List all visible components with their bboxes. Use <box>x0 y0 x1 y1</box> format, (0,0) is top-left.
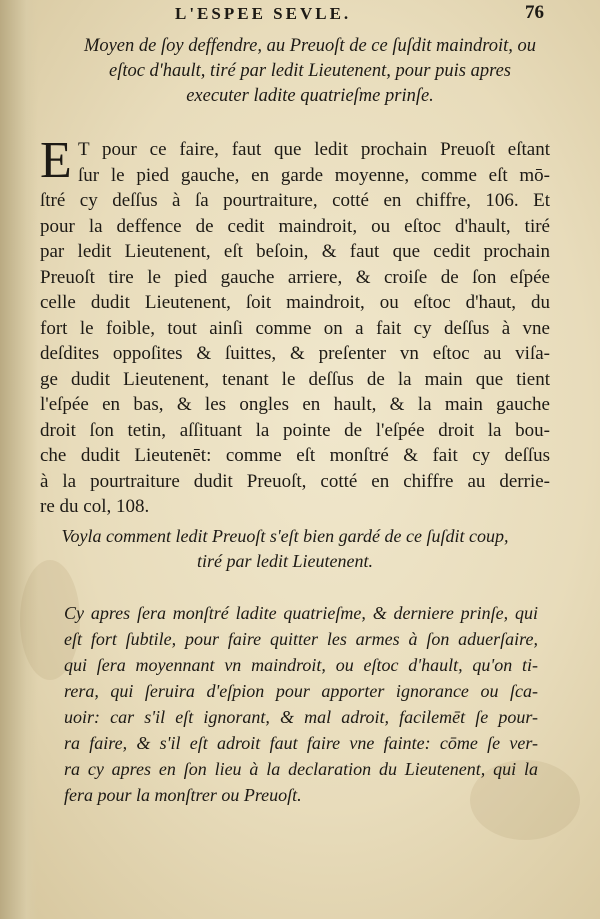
body-line: pour la deffence de cedit maindroit, ou eſtoc d'hault, tiré <box>40 215 550 237</box>
italic-line: fera pour la monſtrer ou Preuoſt. <box>64 785 302 805</box>
italic-line: Cy apres ſera monſtré ladite quatrieſme, & derniere prinſe, qui <box>64 603 538 623</box>
body-line: T pour ce faire, faut que ledit prochain Preuoſt eſtant <box>78 139 550 160</box>
italic-line: ra cy apres en ſon lieu à la declaration du Lieutenent, qui la <box>64 759 538 779</box>
body-line: ſtré cy deſſus à ſa pourtraiture, cotté en chiffre, 106. Et <box>40 190 550 211</box>
page-gutter-shadow <box>0 0 38 919</box>
italic-paragraph <box>64 600 538 808</box>
italic-line: rera, qui ſeruira d'eſpion pour apporter ignorance ou ſca- <box>64 681 538 701</box>
italic-line: qui ſera moyennant vn maindroit, ou eſtoc d'hault, qu'on ti- <box>64 655 538 675</box>
caption <box>55 524 515 574</box>
drop-capital: E <box>40 132 72 189</box>
heading-line: eſtoc d'hault, tiré par ledit Lieutenent, pour puis apres <box>108 61 511 81</box>
body-line: deſdites oppoſites & ſuittes, & preſenter vn eſtoc au viſa- <box>40 343 550 364</box>
heading-line: executer ladite quatrieſme prinſe. <box>186 86 434 106</box>
italic-line: ra faire, & s'il eſt adroit faut faire vne fainte: cōme ſe ver- <box>64 733 538 753</box>
body-line: Preuoſt tire le pied gauche arriere, & croiſe de ſon eſpée <box>40 266 550 288</box>
italic-line: eſt fort ſubtile, pour faire quitter les armes à ſon aduerſaire, <box>64 629 538 649</box>
body-line: à la pourtraiture dudit Preuoſt, cotté en chiffre au derrie- <box>40 470 550 492</box>
italic-line: uoir: car s'il eſt ignorant, & mal adroit, facilemēt ſe pour- <box>64 707 538 727</box>
section-heading <box>55 34 565 109</box>
page-number: 76 <box>525 2 544 23</box>
body-line: droit ſon tetin, aſſituant la pointe de l'eſpée droit la bou- <box>40 419 550 441</box>
body-line: che dudit Lieutenēt: comme eſt monſtré & fait cy deſſus <box>40 445 550 466</box>
body-line: re du col, 108. <box>40 496 150 517</box>
caption-line: tiré par ledit Lieutenent. <box>197 551 373 571</box>
body-line: ge dudit Lieutenent, tenant le deſſus de la main que tient <box>40 368 550 390</box>
body-line: par ledit Lieutenent, eſt beſoin, & faut que cedit prochain <box>40 241 550 262</box>
body-line: ſur le pied gauche, en garde moyenne, comme eſt mō- <box>78 164 550 186</box>
heading-line: Moyen de ſoy deffendre, au Preuoſt de ce ſuſdit maindroit, ou <box>83 36 537 56</box>
body-line: fort le foible, tout ainſi comme on a fait cy deſſus à vne <box>40 317 550 339</box>
body-line: l'eſpée en bas, & les ongles en hault, & la main gauche <box>40 394 550 415</box>
body-paragraph <box>40 132 550 520</box>
running-head <box>0 2 600 30</box>
running-title: L'ESPEE SEVLE. <box>175 4 352 23</box>
caption-line: Voyla comment ledit Preuoſt s'eſt bien gardé de ce ſuſdit coup, <box>61 526 509 546</box>
body-line: celle dudit Lieutenent, ſoit maindroit, ou eſtoc d'haut, du <box>40 292 550 313</box>
